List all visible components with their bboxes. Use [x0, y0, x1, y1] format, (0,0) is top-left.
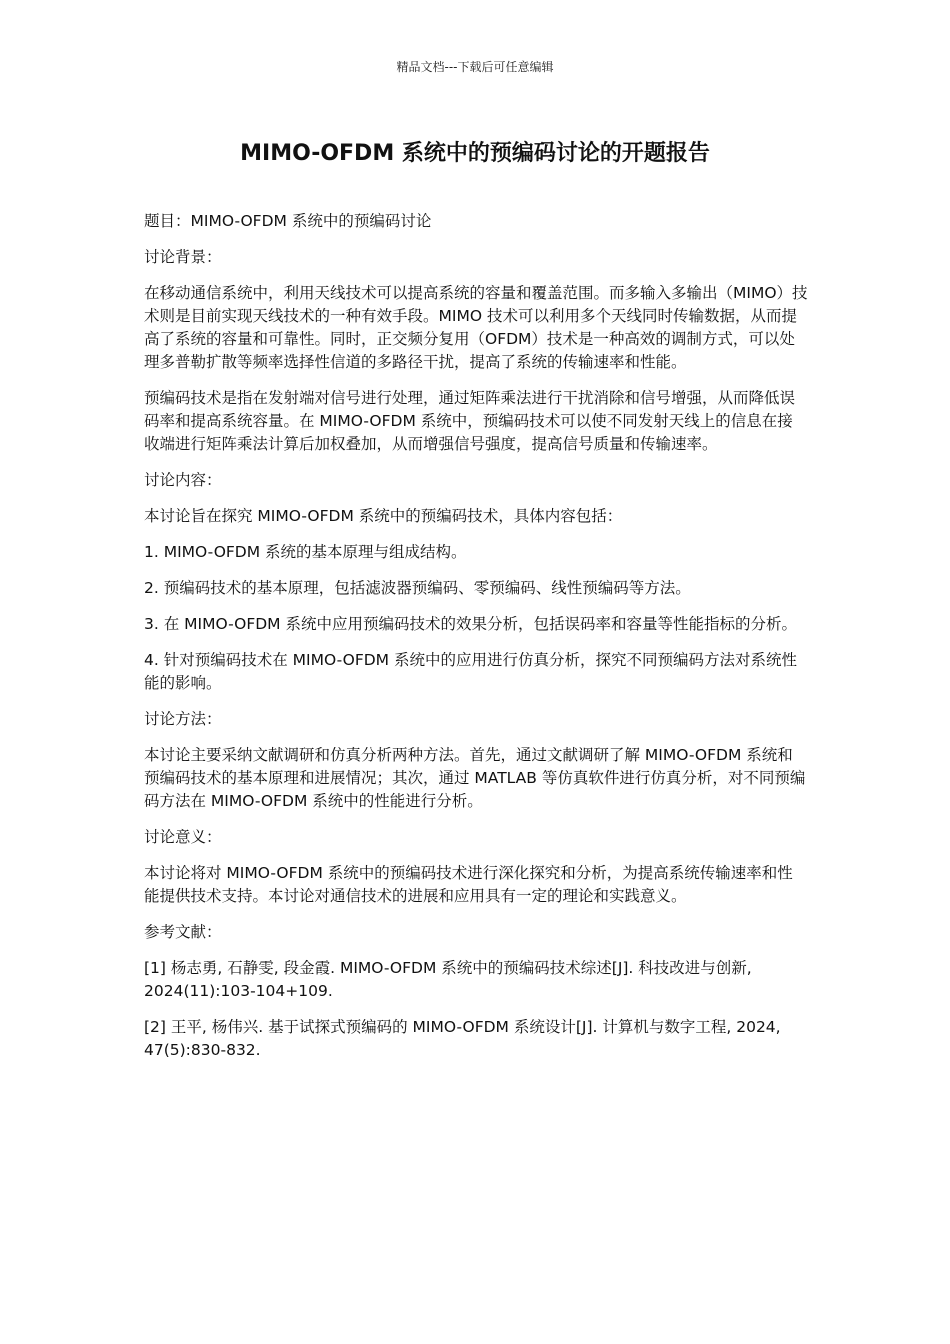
document-title: MIMO-OFDM 系统中的预编码讨论的开题报告	[240, 141, 710, 166]
reference-2: [2] 王平, 杨伟兴. 基于试探式预编码的 MIMO-OFDM 系统设计[J]. 计算机与数字工程, 2024, 47(5):830-832.	[144, 1018, 781, 1059]
background-paragraph-2: 预编码技术是指在发射端对信号进行处理，通过矩阵乘法进行干扰消除和信号增强，从而降低误码率和提高系统容量。在 MIMO-OFDM 系统中，预编码技术可以使不同发射天线上的信息在接收端进行矩阵乘法计算后加权叠加，从而增强信号强度，提高信号质量和传输速率。	[144, 389, 796, 453]
content-item-3: 3. 在 MIMO-OFDM 系统中应用预编码技术的效果分析，包括误码率和容量等性能指标的分析。	[144, 615, 797, 633]
reference-1: [1] 杨志勇, 石静雯, 段金霞. MIMO-OFDM 系统中的预编码技术综述[J]. 科技改进与创新, 2024(11):103-104+109.	[144, 959, 752, 1000]
section-heading-references: 参考文献：	[144, 923, 222, 941]
significance-paragraph: 本讨论将对 MIMO-OFDM 系统中的预编码技术进行深化探究和分析，为提高系统传输速率和性能提供技术支持。本讨论对通信技术的进展和应用具有一定的理论和实践意义。	[144, 864, 793, 905]
content-intro: 本讨论旨在探究 MIMO-OFDM 系统中的预编码技术，具体内容包括：	[144, 507, 623, 525]
background-paragraph-1: 在移动通信系统中，利用天线技术可以提高系统的容量和覆盖范围。而多输入多输出（MIMO）技术则是目前实现天线技术的一种有效手段。MIMO 技术可以利用多个天线同时传输数据，从而提高了系统的容量和可靠性。同时，正交频分复用（OFDM）技术是一种高效的调制方式，可以处理多普勒扩散等频率选择性信道的多路径干扰，提高了系统的传输速率和性能。	[144, 284, 808, 371]
content-item-4: 4. 针对预编码技术在 MIMO-OFDM 系统中的应用进行仿真分析，探究不同预编码方法对系统性能的影响。	[144, 651, 797, 692]
section-heading-background: 讨论背景：	[144, 248, 222, 266]
section-heading-significance: 讨论意义：	[144, 828, 222, 846]
method-paragraph: 本讨论主要采纳文献调研和仿真分析两种方法。首先，通过文献调研了解 MIMO-OFDM 系统和预编码技术的基本原理和进展情况；其次，通过 MATLAB 等仿真软件进行仿真分析，对不同预编码方法在 MIMO-OFDM 系统中的性能进行分析。	[144, 746, 806, 810]
section-heading-content: 讨论内容：	[144, 471, 222, 489]
content-item-2: 2. 预编码技术的基本原理，包括滤波器预编码、零预编码、线性预编码等方法。	[144, 579, 691, 597]
document-body	[144, 210, 808, 1075]
topic-line: 题目：MIMO-OFDM 系统中的预编码讨论	[144, 212, 432, 230]
content-item-1: 1. MIMO-OFDM 系统的基本原理与组成结构。	[144, 543, 467, 561]
page-header: 精品文档---下载后可任意编辑	[396, 60, 554, 74]
section-heading-method: 讨论方法：	[144, 710, 222, 728]
